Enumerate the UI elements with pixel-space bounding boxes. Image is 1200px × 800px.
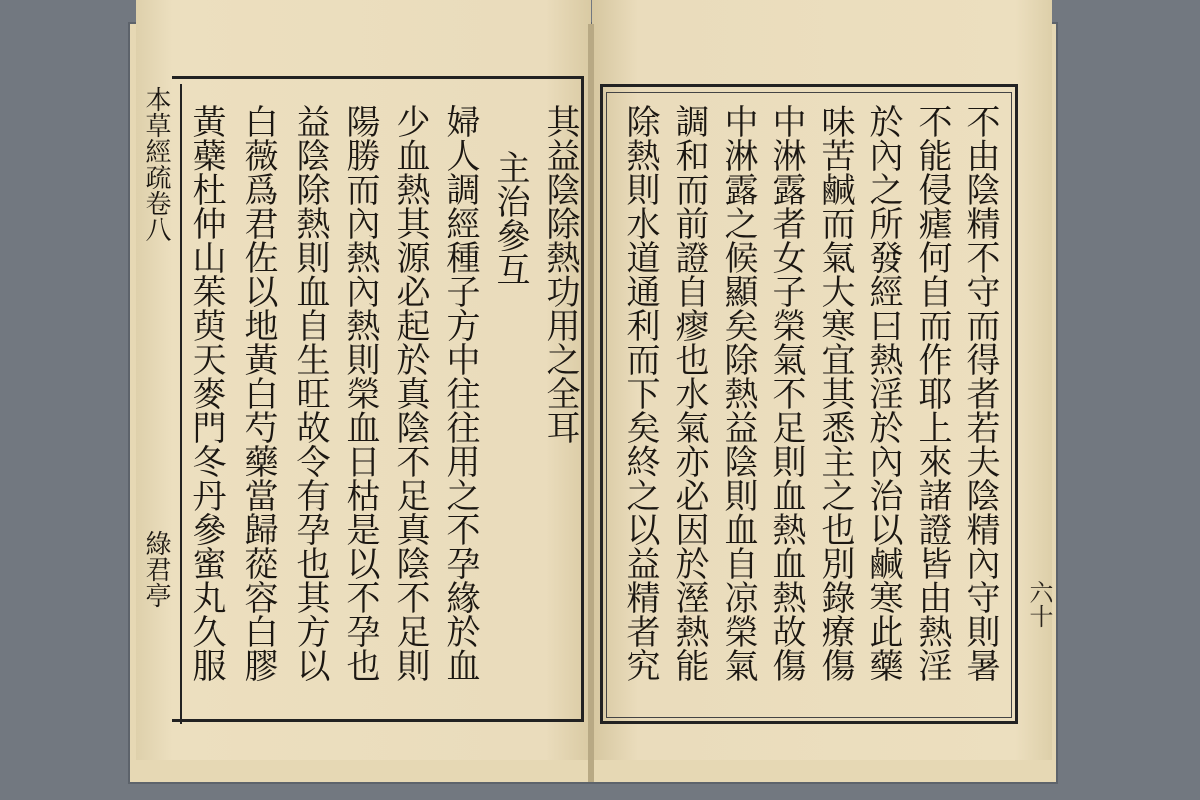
right-column-1: 不由陰精不守而得者若夫陰精內守則暑	[960, 104, 1000, 682]
left-margin-footer: 綠君亭	[141, 530, 171, 608]
left-column-4: 少血熱其源必起於真陰不足真陰不足則	[390, 104, 430, 682]
left-page-inner-rule	[180, 84, 182, 724]
left-column-3: 婦人調經種子方中往往用之不孕緣於血	[440, 104, 480, 682]
left-column-1: 其益陰除熱功用之全耳	[540, 104, 580, 444]
left-column-8: 黃蘗杜仲山茱萸天麥門冬丹參蜜丸久服	[186, 104, 226, 682]
left-column-7: 白薇爲君佐以地黃白芍藥當歸蓯容白膠	[238, 104, 278, 682]
left-margin-title: 本草經疏卷八	[141, 86, 171, 242]
right-column-4: 味苦鹹而氣大寒宜其悉主之也別錄療傷	[815, 104, 855, 682]
right-column-2: 不能侵瘧何自而作耶上來諸證皆由熱淫	[912, 104, 952, 682]
left-column-6: 益陰除熱則血自生旺故令有孕也其方以	[290, 104, 330, 682]
right-column-3: 於內之所發經曰熱淫於內治以鹹寒此藥	[863, 104, 903, 682]
left-column-5: 陽勝而內熱內熱則榮血日枯是以不孕也	[340, 104, 380, 682]
book-gutter	[588, 24, 594, 782]
right-column-7: 調和而前證自瘳也水氣亦必因於溼熱能	[669, 104, 709, 682]
right-column-5: 中淋露者女子榮氣不足則血熱血熱故傷	[766, 104, 806, 682]
right-column-8: 除熱則水道通利而下矣終之以益精者究	[620, 104, 660, 682]
right-column-6: 中淋露之候顯矣除熱益陰則血自凉榮氣	[718, 104, 758, 682]
page-number: 六十	[1025, 580, 1053, 628]
left-column-2: 主治參互	[490, 150, 530, 286]
